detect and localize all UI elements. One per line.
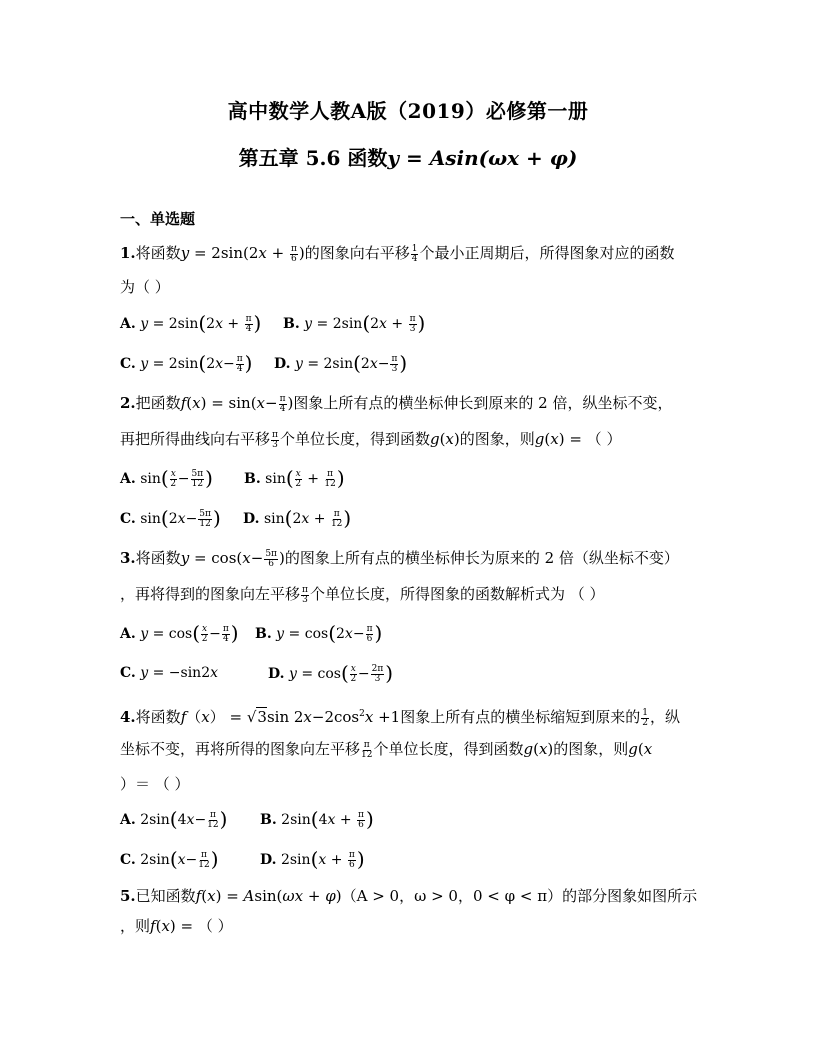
question-number: 3. (120, 549, 136, 567)
question-1-option-a[interactable]: A. y = 2sin(2x + $\frac{\pi}{4}$ ) (120, 311, 262, 335)
question-3-option-d[interactable]: D. y = cos( $\frac{x}{2}$ − $\frac{2\pi}{3}$ ) (268, 661, 394, 685)
chapter-title-text: 第五章 5.6 函数 (238, 146, 388, 170)
question-2-line2: 再把所得曲线向右平移 $\frac{\pi}{3}$ 个单位长度，得到函数g(x)的图象，则g(x) = （ ） (120, 429, 622, 450)
question-2-option-d[interactable]: D. sin(2x + $\frac{\pi}{12}$ ) (243, 506, 352, 530)
question-5-line2: ，则f(x) = （ ） (120, 917, 233, 935)
question-3-option-b[interactable]: B. y = cos(2x− $\frac{\pi}{6}$ ) (255, 621, 383, 645)
question-1-option-b[interactable]: B. y = 2sin(2x + $\frac{\pi}{3}$ ) (283, 311, 426, 335)
question-3-line1: 3.将函数y = cos(x− $\frac{5\pi}{6}$ )的图象上所有点的横坐标伸长为原来的 2 倍（纵坐标不变） (120, 548, 679, 569)
question-1-line2: 为（ ） (120, 278, 170, 296)
question-5-line1: 5.已知函数f(x) = Asin(ωx + φ)（A > 0，ω > 0，0 < φ < π）的部分图象如图所示 (120, 887, 698, 905)
section-heading: 一、单选题 (120, 210, 196, 228)
chapter-title (0, 142, 816, 171)
question-2-line1: 2.把函数f(x) = sin(x− $\frac{\pi}{4}$ )图象上所有点的横坐标伸长到原来的 2 倍，纵坐标不变， (120, 393, 673, 414)
question-2-option-a[interactable]: A. sin( $\frac{x}{2}$ − $\frac{5\pi}{12}$ ) (120, 466, 213, 490)
chapter-title-formula: y = Asin(ωx + φ) (387, 146, 578, 170)
question-number: 5. (120, 887, 136, 905)
question-4-option-c[interactable]: C. 2sin(x− $\frac{\pi}{12}$ ) (120, 847, 219, 871)
question-number: 1. (120, 244, 136, 262)
question-number: 2. (120, 394, 136, 412)
question-1-option-c[interactable]: C. y = 2sin(2x− $\frac{\pi}{4}$ ) (120, 351, 253, 375)
document-title: 高中数学人教A版（2019）必修第一册 (227, 99, 589, 123)
question-4-option-d[interactable]: D. 2sin(x + $\frac{\pi}{6}$ ) (260, 847, 365, 871)
question-3-line2: ，再将得到的图象向左平移 $\frac{\pi}{3}$ 个单位长度，所得图象的函数解析式为 （ ） (120, 584, 605, 605)
question-4-option-b[interactable]: B. 2sin(4x + $\frac{\pi}{6}$ ) (260, 807, 374, 831)
question-2-option-b[interactable]: B. sin( $\frac{x}{2}$ + $\frac{\pi}{12}$ ) (244, 466, 345, 490)
question-1-option-d[interactable]: D. y = 2sin(2x− $\frac{\pi}{3}$ ) (274, 351, 408, 375)
question-3-option-c[interactable]: C. y = −sin2x (120, 665, 219, 681)
question-number: 4. (120, 708, 136, 726)
question-4-option-a[interactable]: A. 2sin(4x− $\frac{\pi}{12}$ ) (120, 807, 228, 831)
question-4-line1: 4.将函数f（x） = √3sin $2x-2\cos^2x +1$图象上所有点的横坐标缩短到原来的 $\frac{1}{2}$ ，纵 (120, 707, 680, 728)
question-4-line2: 坐标不变，再将所得的图象向左平移 $\frac{\pi}{12}$ 个单位长度，得到函数g(x)的图象，则g(x (120, 739, 653, 760)
question-2-option-c[interactable]: C. sin(2x− $\frac{5\pi}{12}$ ) (120, 506, 221, 530)
question-1-line1: 1.将函数y = 2sin(2x + $\frac{\pi}{6}$ )的图象向右平移 $\frac{1}{4}$ 个最小正周期后，所得图象对应的函数 (120, 243, 675, 264)
question-4-line3: ）＝ （ ） (120, 775, 190, 793)
question-3-option-a[interactable]: A. y = cos( $\frac{x}{2}$ − $\frac{\pi}{4}$ ) (120, 621, 239, 645)
